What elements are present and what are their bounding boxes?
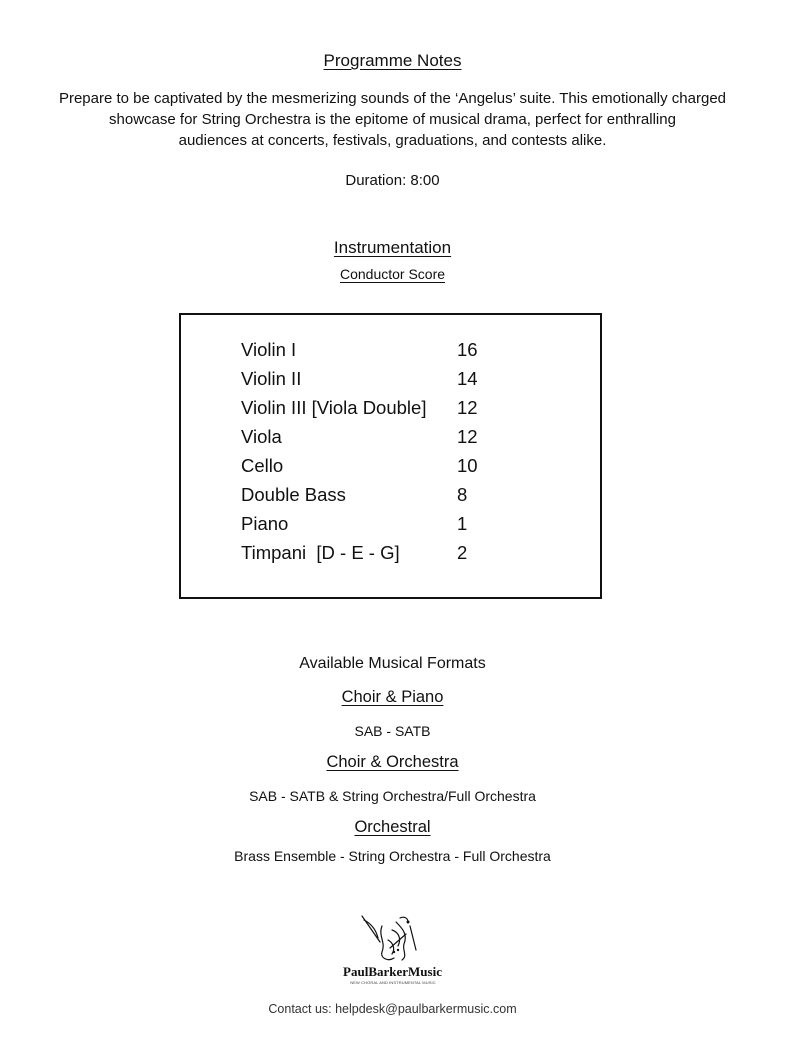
violin-logo-icon [352, 912, 432, 964]
instrument-name: Double Bass [241, 484, 346, 505]
instrument-name: Cello [241, 455, 284, 476]
format-title-choir-orchestra: Choir & Orchestra [326, 753, 459, 771]
formats-heading: Available Musical Formats [299, 655, 486, 672]
programme-notes-line: Prepare to be captivated by the mesmerizing sounds of the ‘Angelus’ suite. This emotionally charged [58, 90, 727, 107]
instrument-quantity: 8 [457, 484, 468, 505]
logo-wordmark: PaulBarkerMusic [343, 964, 442, 979]
instrument-quantity: 2 [457, 542, 468, 563]
instrument-quantity: 12 [457, 426, 478, 447]
format-title-orchestral: Orchestral [354, 818, 431, 836]
instrument-name: Timpani [D - E - G] [241, 542, 400, 563]
programme-notes-text [0, 88, 785, 151]
instrument-name: Piano [241, 513, 289, 534]
instrument-quantity: 16 [457, 339, 478, 360]
instrument-name: Violin I [241, 339, 297, 360]
contact-text: Contact us: helpdesk@paulbarkermusic.com [268, 1002, 517, 1016]
instrument-quantity: 1 [457, 513, 468, 534]
programme-notes-line: audiences at concerts, festivals, graduations, and contests alike. [178, 132, 607, 149]
instrument-name: Violin III [Viola Double] [241, 397, 427, 418]
format-desc-choir-orchestra: SAB - SATB & String Orchestra/Full Orchestra [249, 788, 536, 804]
conductor-score-label: Conductor Score [339, 266, 446, 282]
instrument-quantity: 10 [457, 455, 478, 476]
programme-notes-heading: Programme Notes [323, 51, 462, 70]
logo-tagline: NEW CHORAL AND INSTRUMENTAL MUSIC [350, 980, 436, 985]
format-title-choir-piano: Choir & Piano [341, 688, 444, 706]
programme-notes-line: showcase for String Orchestra is the epitome of musical drama, perfect for enthralling [109, 111, 676, 128]
format-desc-choir-piano: SAB - SATB [354, 723, 431, 739]
instrumentation-heading: Instrumentation [333, 238, 452, 257]
duration-text: Duration: 8:00 [345, 172, 440, 189]
instrument-quantity: 12 [457, 397, 478, 418]
instrument-name: Viola [241, 426, 282, 447]
instrument-name: Violin II [241, 368, 302, 389]
instrument-quantity: 14 [457, 368, 478, 389]
format-desc-orchestral: Brass Ensemble - String Orchestra - Full Orchestra [234, 848, 551, 864]
instrumentation-table [179, 313, 602, 599]
